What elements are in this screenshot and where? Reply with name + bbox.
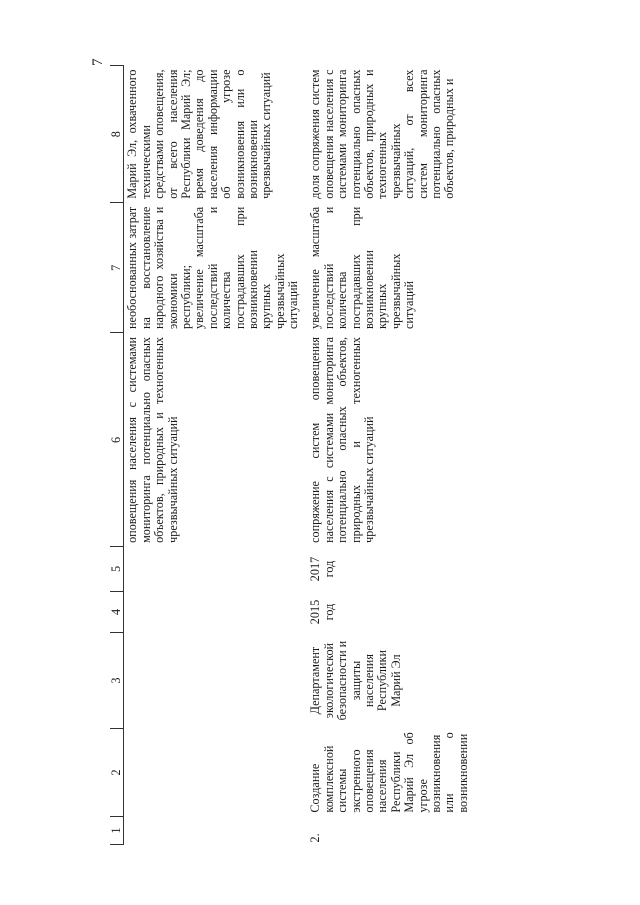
document-sheet xyxy=(110,65,530,845)
cell-activity-name: Создание комплексной системы экстренного оповещения населения Республики Марий Эл об угрозе возникновения или о возникновении xyxy=(308,732,470,813)
cell-measure: сопряжение систем оповещения населения с системами мониторинга потенциально опасных объектов, природных и техногенных чрезвычайных ситуаций xyxy=(308,336,377,543)
cell-consequences: увеличение масштаба последствий и количества пострадавших при возникновении крупных чрезвычайных ситуаций xyxy=(308,206,417,329)
cell-empty xyxy=(124,633,304,728)
cell-end-year: 2017 год xyxy=(308,556,336,582)
cell-indicator-continued: Марий Эл, охваченного техническими средствами оповещения, от всего населения Республики Марий Эл; время доведения до населения информации об угрозе возникновения или о возникновении чрезвычайных ситуаций xyxy=(125,69,274,199)
header-col-3: 3 xyxy=(110,633,124,728)
table-row xyxy=(124,66,304,845)
cell-empty xyxy=(124,591,304,633)
cell-indicator: доля сопряжения систем оповещения населения с системами мониторинга потенциально опасных объектов, природных и техногенных чрезвычайных ситуаций, от всех систем мониторинга потенциально опасных объектов, природных и xyxy=(308,69,457,199)
header-col-4: 4 xyxy=(110,591,124,633)
cell-responsible: Департамент экологической безопасности и защиты населения Республики Марий Эл xyxy=(308,640,403,721)
cell-empty xyxy=(124,817,304,845)
header-col-8: 8 xyxy=(110,66,124,203)
cell-empty xyxy=(124,728,304,816)
table-row xyxy=(303,66,472,845)
header-col-6: 6 xyxy=(110,333,124,547)
header-col-2: 2 xyxy=(110,728,124,816)
header-col-5: 5 xyxy=(110,547,124,591)
cell-item-number: 2. xyxy=(308,833,323,843)
cell-consequences-continued: необоснованных затрат на восстановление народного хозяйства и экономики республики; увеличение масштаба последствий и количества пострадавших при возникновении крупных чрезвычайных ситуаций xyxy=(125,206,301,329)
cell-start-year: 2015 год xyxy=(308,599,336,625)
header-col-1: 1 xyxy=(110,817,124,845)
header-row xyxy=(110,66,124,845)
header-col-7: 7 xyxy=(110,203,124,333)
cell-empty xyxy=(124,547,304,591)
program-table xyxy=(110,65,472,845)
cell-measure-continued: оповещения населения с системами мониторинга потенциально опасных объектов, природных и техногенных чрезвычайных ситуаций xyxy=(125,336,180,543)
page-number: 7 xyxy=(90,58,106,66)
